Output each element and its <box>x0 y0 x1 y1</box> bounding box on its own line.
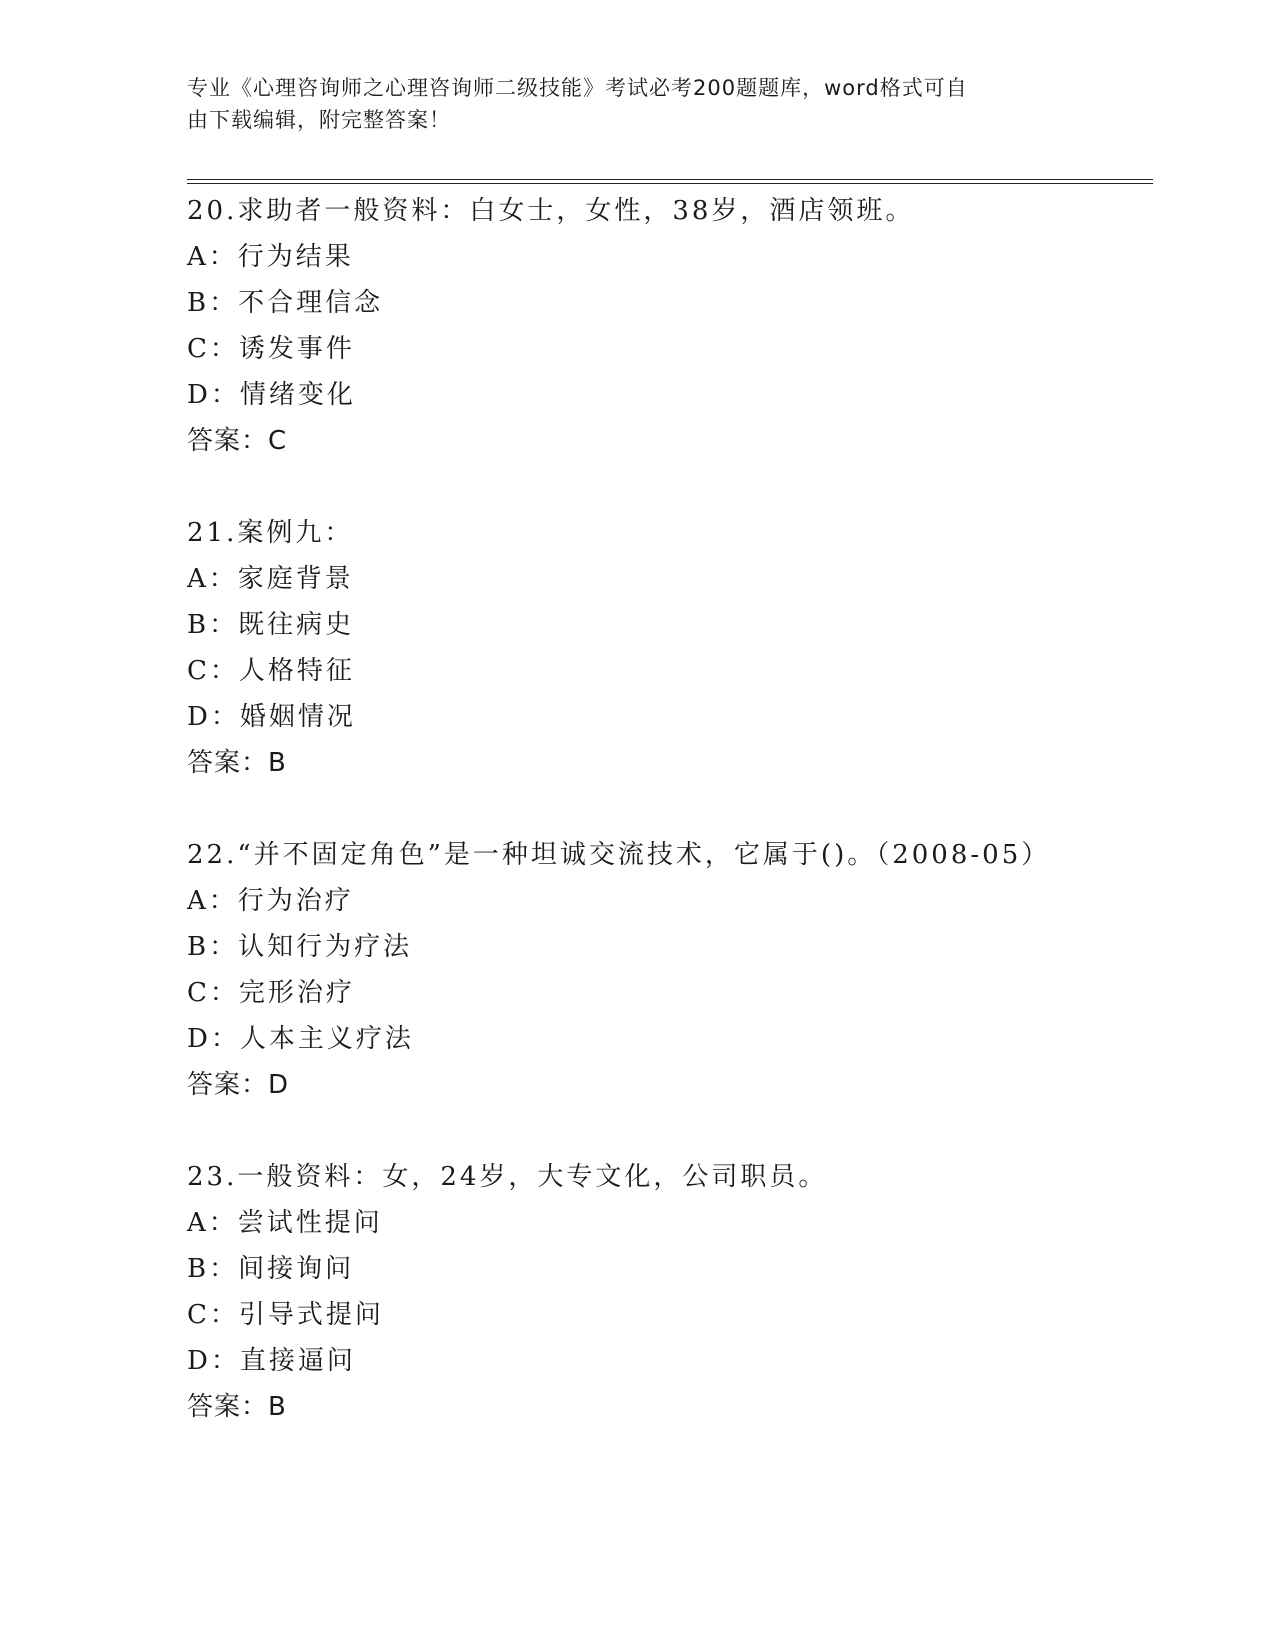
question-stem: 20.求助者一般资料：白女士，女性，38岁，酒店领班。 <box>187 196 915 226</box>
option-d: D：人本主义疗法 <box>187 1024 414 1054</box>
question-21 <box>187 510 1147 786</box>
question-stem: 21.案例九： <box>187 518 354 548</box>
header-line-2: 由下载编辑，附完整答案！ <box>187 108 451 132</box>
option-b: B：既往病史 <box>187 610 355 640</box>
header-divider-bottom <box>187 183 1153 184</box>
question-list <box>187 188 1147 1476</box>
option-d: D：情绪变化 <box>187 380 356 410</box>
option-c: C：诱发事件 <box>187 334 355 364</box>
header-line-1: 专业《心理咨询师之心理咨询师二级技能》考试必考200题题库，word格式可自 <box>187 76 968 100</box>
header-divider-top <box>187 179 1153 180</box>
option-c: C：完形治疗 <box>187 978 355 1008</box>
option-a: A：行为结果 <box>187 242 354 272</box>
question-22 <box>187 832 1147 1108</box>
option-d: D：婚姻情况 <box>187 702 356 732</box>
option-a: A：尝试性提问 <box>187 1208 383 1238</box>
option-d: D：直接逼问 <box>187 1346 356 1376</box>
question-stem: 22.“并不固定角色”是一种坦诚交流技术，它属于()。（2008-05） <box>187 840 1051 870</box>
option-a: A：家庭背景 <box>187 564 354 594</box>
option-c: C：引导式提问 <box>187 1300 384 1330</box>
option-b: B：认知行为疗法 <box>187 932 413 962</box>
answer-label: 答案：B <box>187 1392 287 1422</box>
question-20 <box>187 188 1147 464</box>
option-b: B：不合理信念 <box>187 288 384 318</box>
option-a: A：行为治疗 <box>187 886 354 916</box>
answer-label: 答案：C <box>187 426 288 456</box>
question-23 <box>187 1154 1147 1430</box>
option-b: B：间接询问 <box>187 1254 355 1284</box>
answer-label: 答案：B <box>187 748 287 778</box>
option-c: C：人格特征 <box>187 656 355 686</box>
answer-label: 答案：D <box>187 1070 290 1100</box>
document-header <box>187 72 1087 136</box>
question-stem: 23.一般资料：女，24岁，大专文化，公司职员。 <box>187 1162 828 1192</box>
